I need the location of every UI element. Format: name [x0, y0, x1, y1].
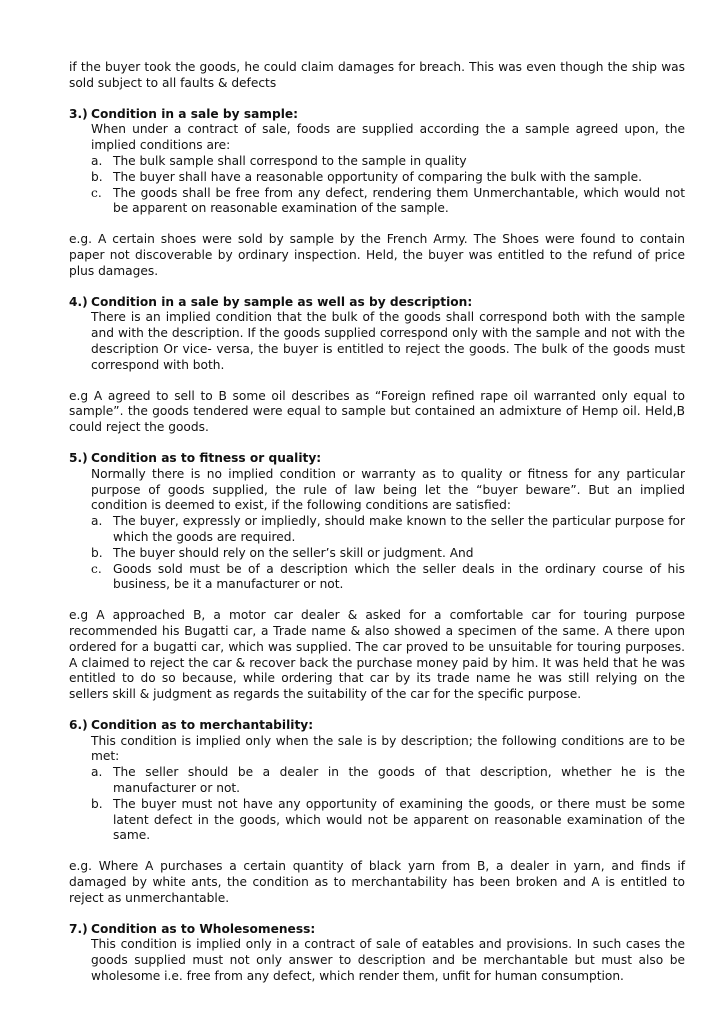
- intro-paragraph: if the buyer took the goods, he could claim damages for breach. This was even though the ship was sold subject to all faults & defects: [69, 60, 685, 90]
- section-6: [69, 718, 685, 922]
- list-text: The buyer shall have a reasonable opportunity of comparing the bulk with the sample.: [113, 169, 643, 184]
- list-item: [69, 765, 685, 797]
- section-body: When under a contract of sale, foods are supplied according the a sample agreed upon, the implied conditions are:: [91, 122, 685, 153]
- section-title: Condition as to Wholesomeness:: [91, 921, 316, 936]
- spacer: [69, 844, 685, 859]
- section-5: [69, 451, 685, 718]
- spacer: [69, 593, 685, 608]
- section-title: Condition in a sale by sample as well as by description:: [91, 294, 473, 309]
- list-text: The buyer should rely on the seller’s skill or judgment. And: [113, 545, 474, 560]
- list-item: [69, 562, 685, 594]
- spacer: [69, 92, 685, 107]
- list-marker: a.: [91, 514, 103, 529]
- spacer: [69, 436, 685, 451]
- list-marker: c.: [91, 185, 102, 200]
- section-4: [69, 295, 685, 451]
- spacer: [69, 703, 685, 718]
- list-item: [69, 170, 685, 186]
- section-body: Normally there is no implied condition or warranty as to quality or fitness for any particular purpose of goods supplied, the rule of law being let the “buyer beware”. But an implied condition is deemed to exist, if the following conditions are satisfied:: [91, 466, 685, 513]
- list-marker: b.: [91, 545, 103, 560]
- section-number: 6.): [69, 717, 88, 732]
- section-number: 4.): [69, 294, 88, 309]
- section-number: 3.): [69, 106, 88, 121]
- document-page: [69, 60, 685, 985]
- section-heading: [69, 451, 685, 467]
- section-title: Condition as to fitness or quality:: [91, 450, 322, 465]
- list-marker: b.: [91, 796, 103, 811]
- section-title: Condition as to merchantability:: [91, 717, 314, 732]
- list-marker: c.: [91, 561, 102, 576]
- list-marker: a.: [91, 765, 103, 780]
- list-marker: a.: [91, 153, 103, 168]
- spacer: [69, 280, 685, 295]
- example-paragraph: e.g. Where A purchases a certain quantity of black yarn from B, a dealer in yarn, and finds if damaged by white ants, the condition as to merchantability has been broken and A is entitled to reject as unmerchantable.: [69, 859, 685, 905]
- list-item: [69, 514, 685, 546]
- list-item: [69, 797, 685, 844]
- section-body: There is an implied condition that the bulk of the goods shall correspond both with the sample and with the description. If the goods supplied correspond only with the sample and not with the description Or vice- versa, the buyer is entitled to reject the goods. The bulk of the goods must correspond with both.: [91, 310, 685, 372]
- section-body: This condition is implied only when the sale is by description; the following conditions are to be met:: [91, 733, 685, 764]
- list-item: [69, 154, 685, 170]
- example-paragraph: e.g A agreed to sell to B some oil describes as “Foreign refined rape oil warranted only equal to sample”. the goods tendered were equal to sample but contained an admixture of Hemp oil. Held,B could reject the goods.: [69, 388, 685, 435]
- list-item: [69, 546, 685, 562]
- section-heading: [69, 295, 685, 311]
- section-3: [69, 107, 685, 295]
- list-text: The seller should be a dealer in the goods of that description, whether he is the manufacturer or not.: [113, 765, 685, 796]
- list-text: The buyer, expressly or impliedly, should make known to the seller the particular purpose for which the goods are required.: [113, 514, 685, 544]
- section-heading: [69, 107, 685, 123]
- list-text: The bulk sample shall correspond to the sample in quality: [113, 153, 467, 168]
- list-marker: b.: [91, 169, 103, 184]
- section-number: 5.): [69, 450, 88, 465]
- section-heading: [69, 718, 685, 734]
- spacer: [69, 374, 685, 389]
- section-heading: [69, 922, 685, 938]
- section-body: This condition is implied only in a contract of sale of eatables and provisions. In such cases the goods supplied must not only answer to description and be merchantable but must also be wholesome i.e. free from any defect, which render them, unfit for human consumption.: [91, 937, 685, 984]
- section-7: [69, 922, 685, 985]
- list-text: Goods sold must be of a description which the seller deals in the ordinary course of his business, be it a manufacturer or not.: [113, 561, 685, 592]
- section-title: Condition in a sale by sample:: [91, 106, 299, 121]
- spacer: [69, 217, 685, 232]
- list-text: The buyer must not have any opportunity of examining the goods, or there must be some latent defect in the goods, which would not be apparent on reasonable examination of the same.: [113, 796, 685, 843]
- example-paragraph: e.g. A certain shoes were sold by sample by the French Army. The Shoes were found to contain paper not discoverable by ordinary inspection. Held, the buyer was entitled to the refund of price plus damages.: [69, 232, 685, 278]
- list-text: The goods shall be free from any defect, rendering them Unmerchantable, which would not be apparent on reasonable examination of the sample.: [113, 185, 685, 216]
- example-paragraph: e.g A approached B, a motor car dealer & asked for a comfortable car for touring purpose recommended his Bugatti car, a Trade name & also showed a specimen of the same. A there upon ordered for a bugatti car, which was supplied. The car proved to be unsuitable for touring purposes. A claimed to reject the car & recover back the purchase money paid by him. It was held that he was entitled to do so because, while ordering that car by its trade name he was still relying on the sellers skill & judgment as regards the suitability of the car for the specific purpose.: [69, 608, 685, 702]
- section-number: 7.): [69, 921, 88, 936]
- spacer: [69, 907, 685, 922]
- list-item: [69, 186, 685, 218]
